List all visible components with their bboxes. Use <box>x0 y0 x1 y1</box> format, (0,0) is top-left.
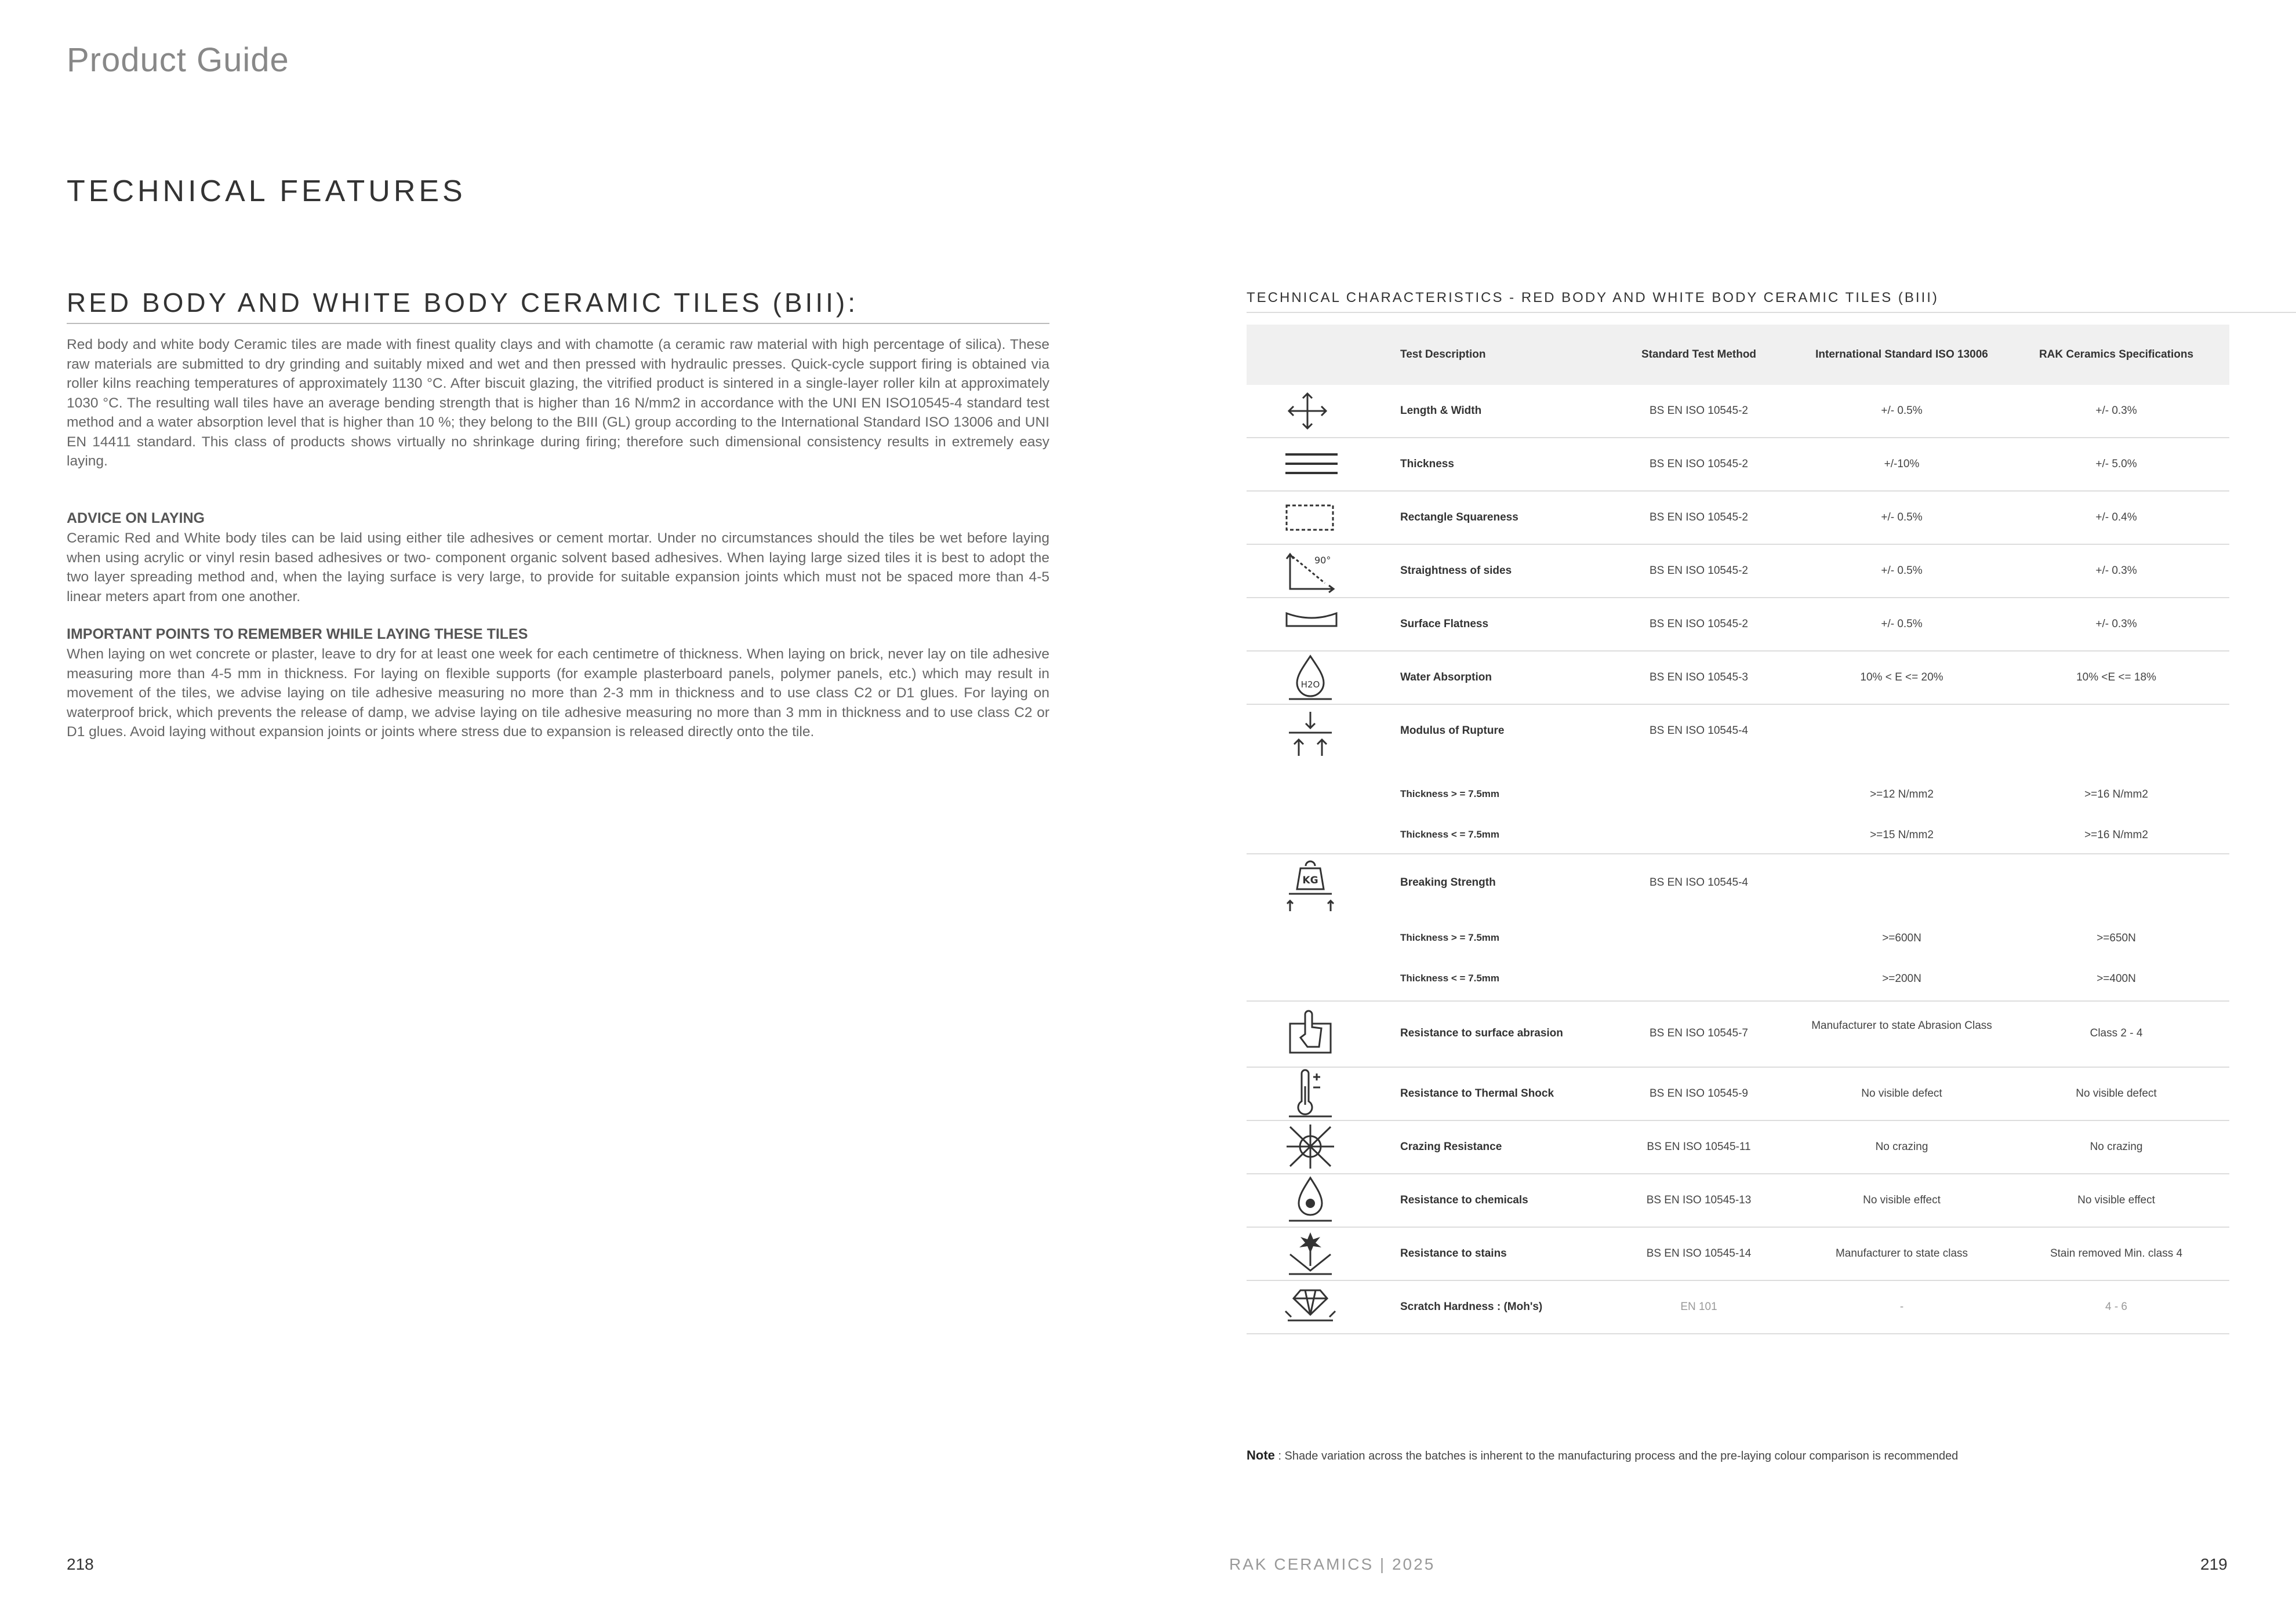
row-method: BS EN ISO 10545-2 <box>1649 405 1749 417</box>
row-desc: Resistance to chemicals <box>1400 1194 1528 1206</box>
table-row <box>1247 854 2229 1002</box>
subrow-rak: >=16 N/mm2 <box>2084 788 2148 800</box>
kg-label: KG <box>1302 875 1318 886</box>
header-rak-spec: RAK Ceramics Specifications <box>2039 348 2194 361</box>
row-method: BS EN ISO 10545-14 <box>1646 1247 1752 1260</box>
row-iso: +/- 0.5% <box>1881 565 1923 577</box>
weight-kg-icon <box>1284 860 1339 912</box>
tiles-subtitle: RED BODY AND WHITE BODY CERAMIC TILES (BIII): <box>67 287 1049 324</box>
row-desc: Water Absorption <box>1400 671 1492 683</box>
row-rak: +/- 0.3% <box>2095 405 2137 417</box>
right-angle-icon <box>1284 548 1339 595</box>
page-number-left: 218 <box>67 1555 94 1573</box>
intro-paragraph: Red body and white body Ceramic tiles are made with finest quality clays and with chamotte (a ceramic raw material with high percentage of silica). These raw materials are submitted to dry grinding and suitably mixed and wet and then pressed with hydraulic presses. Quick-cycle support firing is obtained via roller kilns reaching temperatures of approximately 1130 °C. After biscuit glazing, the vitrified product is sintered in a single-layer roller kiln at approximately 1030 °C. The resulting wall tiles have an average bending strength that is higher than 16 N/mm2 in accordance with the UNI EN ISO10545-4 standard test method and a water absorption level that is higher than 10 %; they belong to the BIII (GL) group according to the International Standard ISO 13006 and UNI EN 14411 standard. This class of products shows virtually no shrinkage during firing; therefore such dimensional consistency results in extremely easy laying. <box>67 337 1049 469</box>
points-heading: IMPORTANT POINTS TO REMEMBER WHILE LAYING THESE TILES <box>67 626 528 642</box>
caption-divider <box>1247 312 2296 313</box>
row-desc: Straightness of sides <box>1400 565 1512 577</box>
row-iso: Manufacturer to state Abrasion Class <box>1811 1020 1992 1032</box>
subrow-desc: Thickness > = 7.5mm <box>1400 932 1500 943</box>
note-text: : Shade variation across the batches is inherent to the manufacturing process and the pre-laying colour comparison is recommended <box>1274 1450 1959 1462</box>
table-row <box>1247 1121 2229 1174</box>
row-desc: Resistance to Thermal Shock <box>1400 1087 1554 1100</box>
header-test-description: Test Description <box>1400 348 1486 361</box>
section-title: TECHNICAL FEATURES <box>67 174 466 208</box>
subrow-rak: >=650N <box>2097 932 2136 944</box>
table-row <box>1247 1068 2229 1121</box>
row-rak: No visible effect <box>2077 1194 2155 1206</box>
table-row <box>1247 705 2229 854</box>
row-rak: Stain removed Min. class 4 <box>2050 1247 2183 1260</box>
diamond-icon <box>1284 1286 1339 1326</box>
thickness-lines-icon <box>1284 451 1339 476</box>
row-rak: No crazing <box>2090 1141 2143 1153</box>
row-desc: Scratch Hardness : (Moh's) <box>1400 1301 1543 1313</box>
table-row <box>1247 385 2229 438</box>
row-desc: Surface Flatness <box>1400 618 1489 630</box>
advice-paragraph: Ceramic Red and White body tiles can be laid using either tile adhesives or cement mortar. Under no circumstances should the tiles be wet before laying when using acrylic or vinyl resin based adhesives or two- component organic solvent based adhesives. When laying large sized tiles it is best to adopt the two layer spreading method and, when the laying surface is very large, to provide for suitable expansion joints which must not be spaced more than 4-5 linear meters apart from one another. <box>67 530 1049 605</box>
header-standard-method: Standard Test Method <box>1641 348 1757 361</box>
table-row <box>1247 1174 2229 1228</box>
row-rak: +/- 5.0% <box>2095 458 2137 470</box>
row-method: BS EN ISO 10545-2 <box>1649 565 1749 577</box>
surface-flatness-icon <box>1284 610 1339 631</box>
shade-note <box>1247 1448 1958 1463</box>
row-method: BS EN ISO 10545-11 <box>1647 1141 1751 1153</box>
subrow-iso: >=600N <box>1882 932 1921 944</box>
water-label: H2O <box>1300 679 1320 690</box>
row-rak: +/- 0.4% <box>2095 511 2137 523</box>
row-desc: Resistance to stains <box>1400 1247 1507 1260</box>
advice-heading: ADVICE ON LAYING <box>67 510 205 526</box>
table-row <box>1247 1002 2229 1068</box>
table-row <box>1247 1228 2229 1281</box>
table-row <box>1247 492 2229 545</box>
row-iso: - <box>1899 1301 1904 1313</box>
subrow-iso: >=15 N/mm2 <box>1870 829 1934 841</box>
row-iso: +/- 0.5% <box>1881 618 1923 630</box>
table-row <box>1247 438 2229 492</box>
dashed-rectangle-icon <box>1284 503 1339 532</box>
chemical-drop-icon <box>1284 1176 1339 1223</box>
rupture-arrows-icon <box>1284 709 1339 757</box>
row-method: BS EN ISO 10545-3 <box>1649 671 1749 683</box>
table-header <box>1247 325 2229 385</box>
table-caption: TECHNICAL CHARACTERISTICS - RED BODY AND WHITE BODY CERAMIC TILES (BIII) <box>1247 290 1939 305</box>
note-label: Note <box>1247 1448 1275 1462</box>
row-method: BS EN ISO 10545-4 <box>1649 725 1749 737</box>
subrow-desc: Thickness < = 7.5mm <box>1400 829 1500 840</box>
footer-brand: RAK CERAMICS | 2025 <box>1229 1555 1436 1573</box>
row-iso: No visible defect <box>1861 1087 1942 1100</box>
row-rak: Class 2 - 4 <box>2090 1027 2143 1039</box>
row-rak: No visible defect <box>2076 1087 2157 1100</box>
row-method: BS EN ISO 10545-13 <box>1646 1194 1752 1206</box>
row-method: BS EN ISO 10545-7 <box>1649 1027 1749 1039</box>
subrow-rak: >=400N <box>2097 973 2136 985</box>
water-drop-icon <box>1284 654 1339 701</box>
row-desc: Resistance to surface abrasion <box>1400 1027 1563 1039</box>
row-iso: +/-10% <box>1884 458 1920 470</box>
row-iso: +/- 0.5% <box>1881 511 1923 523</box>
row-desc: Modulus of Rupture <box>1400 725 1505 737</box>
subrow-rak: >=16 N/mm2 <box>2084 829 2148 841</box>
subrow-desc: Thickness < = 7.5mm <box>1400 973 1500 984</box>
row-iso: 10% < E <= 20% <box>1860 671 1943 683</box>
crazing-crack-icon <box>1284 1123 1339 1170</box>
stain-splash-icon <box>1284 1230 1339 1276</box>
row-desc: Length & Width <box>1400 405 1482 417</box>
thermometer-icon <box>1284 1069 1339 1118</box>
row-method: BS EN ISO 10545-4 <box>1649 876 1749 889</box>
table-row <box>1247 545 2229 598</box>
row-method: BS EN ISO 10545-2 <box>1649 458 1749 470</box>
row-rak: +/- 0.3% <box>2095 618 2137 630</box>
table-row <box>1247 652 2229 705</box>
table-row <box>1247 598 2229 652</box>
row-desc: Rectangle Squareness <box>1400 511 1518 523</box>
row-desc: Thickness <box>1400 458 1454 470</box>
points-paragraph: When laying on wet concrete or plaster, leave to dry for at least one week for each centimetre of thickness. When laying on brick, never lay on tile adhesive measuring more than 4-5 mm in thickness. For laying on flexible supports (for example plasterboard panels, polymer panels, etc.) which may result in movement of the tiles, we advise laying on tile adhesive measuring no more than 2-3 mm in thickness and to use class C2 or D1 glues. For laying on waterproof brick, which prevents the release of damp, we advise laying on tile adhesive measuring no more than 3 mm in thickness and to use class C2 or D1 glues. Avoid laying without expansion joints or joints where stress due to expansion is released directly onto the tile. <box>67 646 1049 740</box>
row-iso: Manufacturer to state class <box>1835 1247 1968 1260</box>
page-number-right: 219 <box>2200 1555 2228 1573</box>
row-rak: 10% <E <= 18% <box>2076 671 2156 683</box>
subrow-desc: Thickness > = 7.5mm <box>1400 788 1500 799</box>
row-iso: No visible effect <box>1863 1194 1941 1206</box>
row-rak: 4 - 6 <box>2105 1301 2128 1313</box>
row-method: EN 101 <box>1680 1301 1717 1313</box>
abrasion-hand-icon <box>1284 1006 1339 1056</box>
row-desc: Crazing Resistance <box>1400 1141 1502 1153</box>
subrow-iso: >=200N <box>1882 973 1921 985</box>
row-iso: No crazing <box>1875 1141 1928 1153</box>
row-desc: Breaking Strength <box>1400 876 1496 889</box>
subrow-iso: >=12 N/mm2 <box>1870 788 1934 800</box>
move-arrows-icon <box>1284 391 1339 431</box>
header-iso-standard: International Standard ISO 13006 <box>1815 348 1988 361</box>
angle-label: 90° <box>1314 555 1331 566</box>
row-method: BS EN ISO 10545-2 <box>1649 511 1749 523</box>
row-method: BS EN ISO 10545-9 <box>1649 1087 1749 1100</box>
row-rak: +/- 0.3% <box>2095 565 2137 577</box>
row-iso: +/- 0.5% <box>1881 405 1923 417</box>
table-row <box>1247 1281 2229 1334</box>
brand-title: Product Guide <box>67 41 289 79</box>
row-method: BS EN ISO 10545-2 <box>1649 618 1749 630</box>
